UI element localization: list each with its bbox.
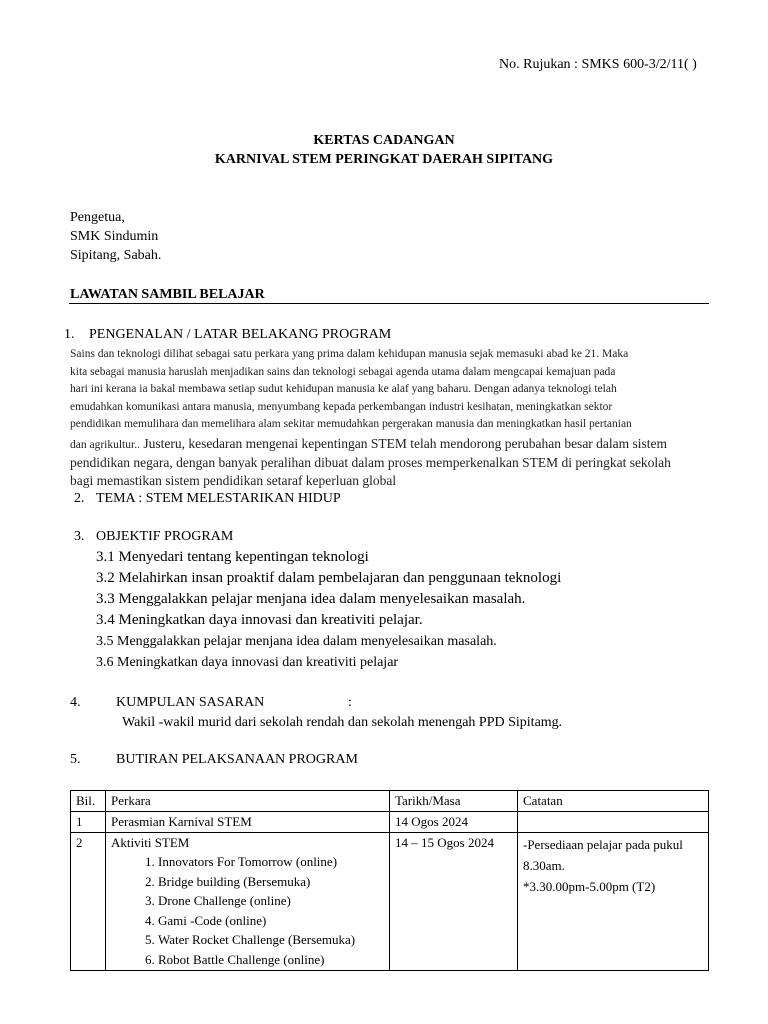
objective-item: 3.3 Menggalakkan pelajar menjana idea dalam menyelesaikan masalah.	[96, 591, 526, 607]
paragraph-line: hari ini kerana ia bakal membawa setiap sudut kehidupan manusia ke alaf yang baharu. Dengan adanya teknologi telah	[70, 383, 617, 395]
activity-item: 3. Drone Challenge (online)	[158, 891, 384, 911]
section3-title: OBJEKTIF PROGRAM	[96, 529, 234, 544]
cell-tarikh: 14 – 15 Ogos 2024	[390, 833, 518, 971]
catatan-line: 8.30am.	[523, 858, 565, 873]
section4-title: KUMPULAN SASARAN	[116, 695, 265, 710]
activity-item: 4. Gami -Code (online)	[158, 911, 384, 931]
objective-item: 3.4 Meningkatkan daya innovasi dan kreativiti pelajar.	[96, 612, 423, 628]
objective-item: 3.5 Menggalakkan pelajar menjana idea dalam menyelesaikan masalah.	[96, 634, 497, 649]
document-title: KERTAS CADANGAN	[313, 133, 455, 148]
cell-perkara	[106, 833, 390, 971]
section5-number: 5.	[70, 752, 81, 767]
section4-text: Wakil -wakil murid dari sekolah rendah dan sekolah menengah PPD Sipitamg.	[122, 715, 563, 730]
section2-title: TEMA : STEM MELESTARIKAN HIDUP	[96, 491, 341, 506]
cell-tarikh: 14 Ogos 2024	[390, 812, 518, 833]
paragraph-line: pendidikan memulihara dan memelihara alam sekitar memudahkan pergerakan manusia dan meningkatkan hasil pertanian	[70, 418, 632, 430]
catatan-line: -Persediaan pelajar pada pukul	[523, 837, 683, 852]
paragraph-line: emudahkan komunikasi antara manusia, menyumbang kepada perkembangan industri kesihatan, meningkatkan sektor	[70, 400, 613, 413]
heading-divider	[69, 303, 709, 304]
objective-item: 3.1 Menyedari tentang kepentingan teknologi	[96, 549, 369, 565]
paragraph-line: bagi memastikan sistem pendidikan setaraf keperluan global	[70, 473, 397, 488]
cell-catatan	[518, 833, 709, 971]
table-header-row	[71, 791, 709, 812]
document-subtitle: KARNIVAL STEM PERINGKAT DAERAH SIPITANG	[214, 152, 554, 167]
activity-list	[111, 852, 384, 969]
paragraph-fragment: dan agrikultur..	[70, 438, 140, 451]
column-header-catatan: Catatan	[518, 791, 709, 812]
section3-number: 3.	[74, 529, 85, 544]
cell-bil: 2	[71, 833, 106, 971]
column-header-bil: Bil.	[71, 791, 106, 812]
section-heading: LAWATAN SAMBIL BELAJAR	[70, 287, 265, 302]
section1-title: PENGENALAN / LATAR BELAKANG PROGRAM	[89, 327, 392, 342]
section4-colon: :	[348, 695, 352, 710]
paragraph-line: pendidikan negara, dengan banyak peralihan dibuat dalam proses memperkenalkan STEM di peringkat sekolah	[70, 455, 671, 470]
section2-number: 2.	[74, 491, 85, 506]
table-row	[71, 833, 709, 971]
objective-item: 3.6 Meningkatkan daya innovasi dan kreativiti pelajar	[96, 655, 399, 670]
section5-title: BUTIRAN PELAKSANAAN PROGRAM	[116, 752, 358, 767]
cell-perkara: Perasmian Karnival STEM	[106, 812, 390, 833]
cell-catatan	[518, 812, 709, 833]
activity-item: 6. Robot Battle Challenge (online)	[158, 950, 384, 970]
section4-number: 4.	[70, 695, 81, 710]
section1-number: 1.	[64, 327, 75, 342]
paragraph-line: kita sebagai manusia haruslah menjadikan sains dan teknologi sebagai agenda utama dalam mengcapai kemajuan pada	[70, 365, 616, 378]
catatan-line: *3.30.00pm-5.00pm (T2)	[523, 879, 656, 894]
program-table	[70, 790, 709, 971]
reference-number: No. Rujukan : SMKS 600-3/2/11( )	[499, 57, 697, 72]
activity-item: 5. Water Rocket Challenge (Bersemuka)	[158, 930, 384, 950]
column-header-perkara: Perkara	[106, 791, 390, 812]
address-line: SMK Sindumin	[70, 229, 159, 244]
address-line: Pengetua,	[70, 210, 125, 225]
paragraph-line: Sains dan teknologi dilihat sebagai satu perkara yang prima dalam kehidupan manusia sejak memasuki abad ke 21. Maka	[70, 348, 629, 360]
address-line: Sipitang, Sabah.	[70, 248, 162, 263]
paragraph-line-mixed	[70, 434, 710, 455]
activity-item: 2. Bridge building (Bersemuka)	[158, 872, 384, 892]
cell-bil: 1	[71, 812, 106, 833]
activity-item: 1. Innovators For Tomorrow (online)	[158, 852, 384, 872]
column-header-tarikh: Tarikh/Masa	[390, 791, 518, 812]
objective-item: 3.2 Melahirkan insan proaktif dalam pembelajaran dan penggunaan teknologi	[96, 570, 562, 586]
activity-heading: Aktiviti STEM	[111, 835, 190, 850]
table-row	[71, 812, 709, 833]
section1-paragraph	[70, 346, 710, 490]
paragraph-fragment: Justeru, kesedaran mengenai kepentingan STEM telah mendorong perubahan besar dalam sistem	[139, 435, 668, 451]
